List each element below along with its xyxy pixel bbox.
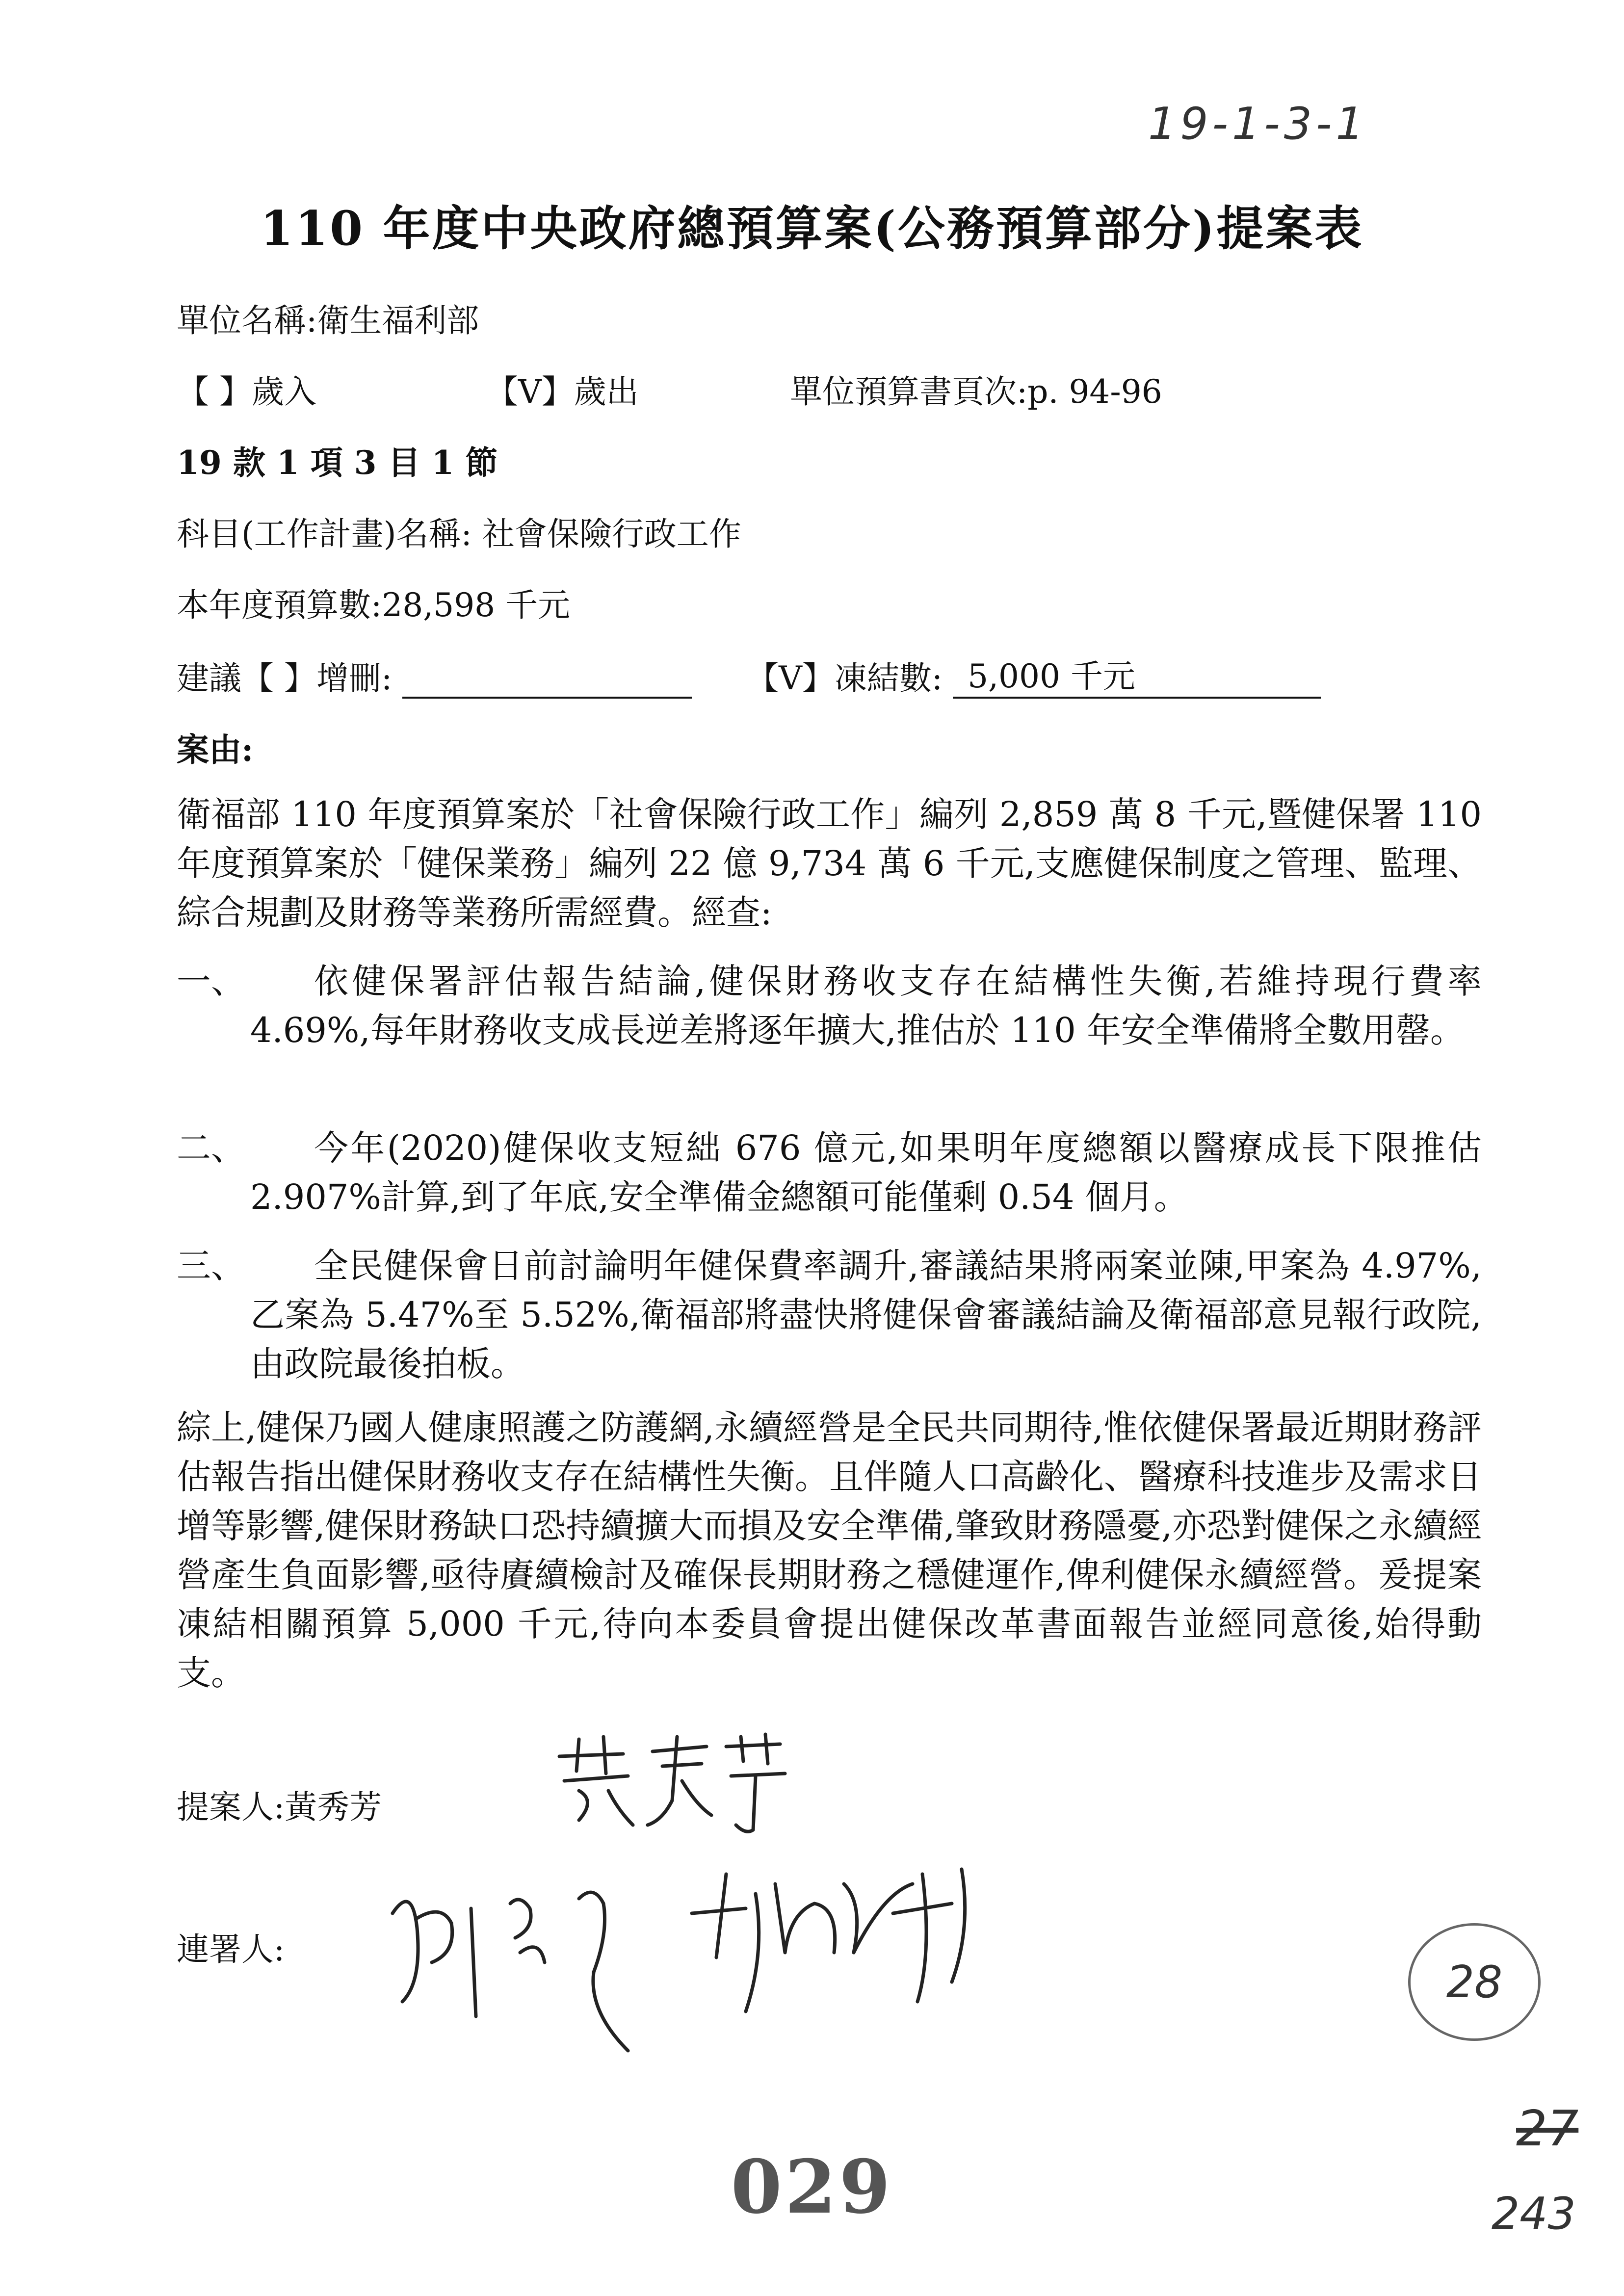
revenue-checkbox: 【 】歲入	[177, 373, 316, 411]
budget-amount: 本年度預算數:28,598 千元	[177, 586, 571, 624]
proposer-signature	[550, 1727, 805, 1840]
freeze-amount-text: 5,000 千元	[968, 657, 1136, 695]
proposer: 提案人:黃秀芳	[177, 1788, 382, 1826]
budget-page-ref: 單位預算書頁次:p. 94-96	[790, 373, 1162, 411]
list-item-1	[177, 957, 1482, 1055]
cosigner-label: 連署人:	[177, 1931, 285, 1968]
expenditure-checkbox: 【V】歲出	[486, 373, 639, 411]
list-item-2	[177, 1123, 1482, 1222]
suggest-blank	[402, 662, 692, 699]
list-item-3	[177, 1241, 1482, 1388]
page-title: 110 年度中央政府總預算案(公務預算部分)提案表	[260, 201, 1364, 256]
page-number: 029	[731, 2144, 893, 2230]
handwritten-reference: 19-1-3-1	[1148, 98, 1368, 150]
list-item-text: 今年(2020)健保收支短絀 676 億元,如果明年度總額以醫療成長下限推估 2.907%計算,到了年底,安全準備金總額可能僅剩 0.54 個月。	[250, 1128, 1482, 1217]
budget-section: 19 款 1 項 3 目 1 節	[177, 444, 498, 482]
margin-number-1: 27	[1516, 2100, 1579, 2157]
cosigner-signatures	[373, 1854, 1079, 2061]
reason-label: 案由:	[177, 731, 254, 769]
list-item-number: 二、	[177, 1128, 245, 1168]
list-item-number: 三、	[177, 1246, 245, 1286]
list-item-text: 全民健保會日前討論明年健保費率調升,審議結果將兩案並陳,甲案為 4.97%,乙案為 5.47%至 5.52%,衛福部將盡快將健保會審議結論及衛福部意見報行政院,由政院最後拍板。	[250, 1246, 1482, 1384]
circled-number-text: 28	[1446, 1956, 1503, 2008]
intro-paragraph: 衛福部 110 年度預算案於「社會保險行政工作」編列 2,859 萬 8 千元,暨健保署 110 年度預算案於「健保業務」編列 22 億 9,734 萬 6 千元,支應健保制度之管理、監理、綜合規劃及財務等業務所需經費。經查:	[177, 794, 1482, 933]
circled-number	[1408, 1923, 1541, 2041]
suggestion-row	[177, 650, 1321, 699]
list-item-number: 一、	[177, 961, 245, 1001]
freeze-amount	[953, 650, 1321, 699]
subject-name: 科目(工作計畫)名稱: 社會保險行政工作	[177, 515, 741, 553]
freeze-label: 【V】凍結數:	[746, 659, 943, 697]
unit-name: 單位名稱:衛生福利部	[177, 302, 479, 339]
suggest-label: 建議【 】增刪:	[177, 659, 393, 697]
conclusion-paragraph: 綜上,健保乃國人健康照護之防護網,永續經營是全民共同期待,惟依健保署最近期財務評估報告指出健保財務收支存在結構性失衡。且伴隨人口高齡化、醫療科技進步及需求日增等影響,健保財務缺口恐持續擴大而損及安全準備,肇致財務隱憂,亦恐對健保之永續經營產生負面影響,亟待賡續檢討及確保長期財務之穩健運作,俾利健保永續經營。爰提案凍結相關預算 5,000 千元,待向本委員會提出健保改革書面報告並經同意後,始得動支。	[177, 1408, 1482, 1693]
list-item-text: 依健保署評估報告結論,健保財務收支存在結構性失衡,若維持現行費率 4.69%,每年財務收支成長逆差將逐年擴大,推估於 110 年安全準備將全數用罄。	[250, 961, 1482, 1050]
margin-number-2: 243	[1492, 2188, 1576, 2240]
